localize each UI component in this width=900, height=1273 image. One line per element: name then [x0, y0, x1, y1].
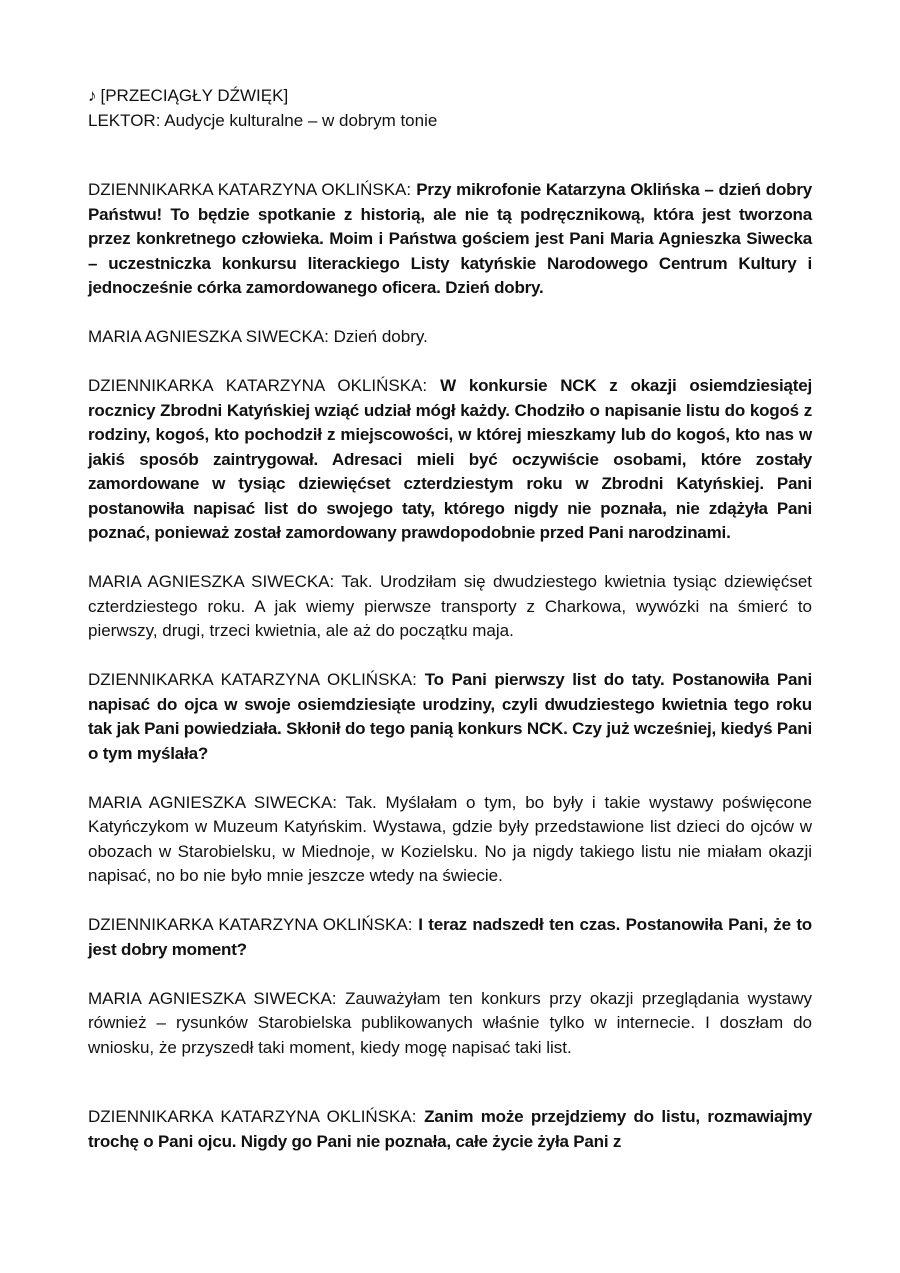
utterance-text: I teraz nadszedł ten czas. Postanowiła Pani, że to jest dobry moment?	[88, 915, 812, 959]
utterance-text: Tak. Urodziłam się dwudziestego kwietnia tysiąc dziewięćset czterdziestego roku. A jak wiemy pierwsze transporty z Charkowa, wywózki na śmierć to pierwszy, drugi, trzeci kwietnia, ale aż do początku maja.	[88, 572, 812, 640]
speaker-label: MARIA AGNIESZKA SIWECKA:	[88, 988, 337, 1008]
lektor-label: LEKTOR:	[88, 110, 161, 130]
transcript-paragraph-journalist	[88, 1105, 812, 1154]
utterance-text: Dzień dobry.	[333, 327, 428, 346]
transcript-paragraph-guest	[88, 791, 812, 889]
speaker-label: MARIA AGNIESZKA SIWECKA:	[88, 572, 335, 591]
speaker-label: DZIENNIKARKA KATARZYNA OKLIŃSKA:	[88, 376, 428, 395]
utterance-text: To Pani pierwszy list do taty. Postanowiła Pani napisać do ojca w swoje osiemdziesiąte urodziny, czyli dwudziestego kwietnia tego roku tak jak Pani powiedziała. Skłonił do tego panią konkurs NCK. Czy już wcześniej, kiedyś Pani o tym myślała?	[88, 670, 812, 763]
lektor-line	[88, 109, 812, 134]
utterance-text: W konkursie NCK z okazji osiemdziesiątej rocznicy Zbrodni Katyńskiej wziąć udział mógł każdy. Chodziło o napisanie listu do kogoś z rodziny, kogoś, kto pochodził z miejscowości, w której mieszkamy lub do kogoś, kto nas w jakiś sposób zaintrygował. Adresaci mieli być oczywiście osobami, które zostały zamordowane w tysiąc dziewięćset czterdziestym roku w Zbrodni Katyńskiej. Pani postanowiła napisać list do swojego taty, którego nigdy nie poznała, nie zdążyła Pani poznać, ponieważ został zamordowany prawdopodobnie przed Pani narodzinami.	[88, 376, 813, 542]
speaker-label: DZIENNIKARKA KATARZYNA OKLIŃSKA:	[88, 915, 413, 934]
spacer	[88, 766, 812, 791]
sound-cue-line	[88, 84, 812, 109]
music-note-icon: ♪	[88, 86, 97, 105]
transcript-paragraph-journalist	[88, 913, 812, 962]
spacer	[88, 644, 812, 669]
transcript-paragraph-journalist	[88, 374, 812, 546]
speaker-label: MARIA AGNIESZKA SIWECKA:	[88, 792, 338, 812]
utterance-text: Zauważyłam ten konkurs przy okazji przeglądania wystawy również – rysunków Starobielska publikowanych właśnie tylko w internecie. I doszłam do wniosku, że przyszedł taki moment, kiedy mogę napisać taki list.	[88, 988, 812, 1057]
utterance-text: Przy mikrofonie Katarzyna Oklińska – dzień dobry Państwu! To będzie spotkanie z historią, ale nie tą podręcznikową, która jest tworzona przez konkretnego człowieka. Moim i Państwa gościem jest Pani Maria Agnieszka Siwecka – uczestniczka konkursu literackiego Listy katyńskie Narodowego Centrum Kultury i jednocześnie córka zamordowanego oficera. Dzień dobry.	[88, 180, 812, 297]
spacer	[88, 1060, 812, 1105]
transcript-paragraph-journalist	[88, 178, 812, 301]
spacer	[88, 350, 812, 375]
spacer	[88, 546, 812, 571]
spacer	[88, 962, 812, 987]
lektor-text: Audycje kulturalne – w dobrym tonie	[164, 110, 438, 130]
transcript-paragraph-guest	[88, 987, 812, 1061]
speaker-label: MARIA AGNIESZKA SIWECKA:	[88, 327, 329, 346]
spacer	[88, 301, 812, 326]
utterance-text: Zanim może przejdziemy do listu, rozmawiajmy trochę o Pani ojcu. Nigdy go Pani nie poznała, całe życie żyła Pani z	[88, 1107, 812, 1151]
spacer	[88, 133, 812, 178]
transcript-paragraph-journalist	[88, 668, 812, 766]
transcript-page	[88, 84, 812, 1154]
speaker-label: DZIENNIKARKA KATARZYNA OKLIŃSKA:	[88, 1107, 417, 1126]
sound-cue-text: [PRZECIĄGŁY DŹWIĘK]	[100, 86, 289, 105]
transcript-paragraph-guest	[88, 570, 812, 644]
speaker-label: DZIENNIKARKA KATARZYNA OKLIŃSKA:	[88, 180, 412, 199]
utterance-text: Tak. Myślałam o tym, bo były i takie wystawy poświęcone Katyńczykom w Muzeum Katyńskim. Wystawa, gdzie były przedstawione list dzieci do ojców w obozach w Starobielsku, w Miednoje, w Kozielsku. No ja nigdy takiego listu nie miałam okazji napisać, no bo nie było mnie jeszcze wtedy na świecie.	[88, 792, 812, 885]
spacer	[88, 889, 812, 914]
transcript-paragraph-guest	[88, 325, 812, 350]
speaker-label: DZIENNIKARKA KATARZYNA OKLIŃSKA:	[88, 670, 417, 689]
